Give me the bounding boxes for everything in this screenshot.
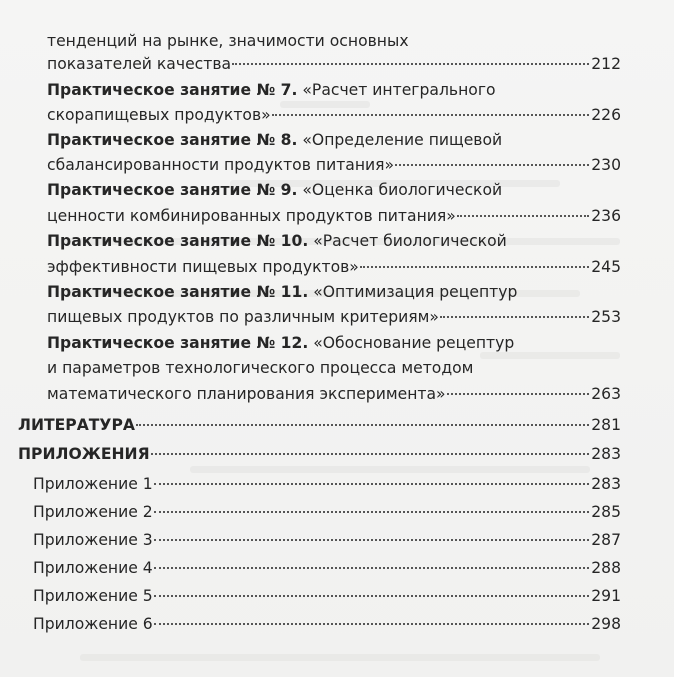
entry-text: Приложение 1	[33, 475, 153, 493]
dot-leader	[154, 483, 590, 485]
show-through-text	[80, 654, 600, 661]
page-number: 226	[591, 106, 621, 124]
entry-text: пищевых продуктов по различным критериям»	[47, 308, 439, 326]
entry-text: Приложение 3	[33, 531, 153, 549]
dot-leader	[395, 164, 589, 166]
page-number: 245	[591, 258, 621, 276]
entry-text: «Оценка биологической	[297, 181, 503, 199]
page-number: 287	[591, 531, 621, 549]
dot-leader	[272, 114, 590, 116]
entry-text: Приложение 5	[33, 587, 153, 605]
entry-text: и параметров технологического процесса методом	[47, 359, 474, 377]
entry-title: Практическое занятие № 12.	[47, 334, 309, 352]
dot-leader	[154, 511, 590, 513]
dot-leader	[232, 63, 589, 65]
page-number: 298	[591, 615, 621, 633]
page-number: 291	[591, 587, 621, 605]
entry-title: Практическое занятие № 8.	[47, 131, 298, 149]
page-number: 263	[591, 385, 621, 403]
dot-leader	[154, 595, 590, 597]
page-number: 283	[591, 445, 621, 463]
entry-text: математического планирования эксперимента»	[47, 385, 446, 403]
dot-leader	[154, 539, 590, 541]
entry-text: «Оптимизация рецептур	[308, 283, 518, 301]
entry-text: Приложение 4	[33, 559, 153, 577]
entry-text: скорапищевых продуктов»	[47, 106, 271, 124]
page-number: 230	[591, 156, 621, 174]
entry-title: Практическое занятие № 11.	[47, 283, 309, 301]
page-number: 288	[591, 559, 621, 577]
dot-leader	[440, 316, 589, 318]
page-number: 253	[591, 308, 621, 326]
entry-text: Приложение 6	[33, 615, 153, 633]
page-number: 285	[591, 503, 621, 521]
entry-text: «Расчет интегрального	[297, 81, 496, 99]
entry-text: показателей качества	[47, 55, 232, 73]
dot-leader	[154, 623, 590, 625]
page-number: 281	[591, 416, 621, 434]
entry-text: ценности комбинированных продуктов питания»	[47, 207, 456, 225]
dot-leader	[360, 266, 589, 268]
entry-text: «Обоснование рецептур	[308, 334, 515, 352]
section-heading: ЛИТЕРАТУРА	[18, 416, 135, 434]
dot-leader	[447, 393, 590, 395]
entry-text: эффективности пищевых продуктов»	[47, 258, 359, 276]
section-heading: ПРИЛОЖЕНИЯ	[18, 445, 150, 463]
entry-text: «Расчет биологической	[308, 232, 507, 250]
page-number: 236	[591, 207, 621, 225]
dot-leader	[136, 424, 589, 426]
page-number: 283	[591, 475, 621, 493]
dot-leader	[457, 215, 589, 217]
entry-title: Практическое занятие № 7.	[47, 81, 298, 99]
dot-leader	[151, 453, 590, 455]
entry-text: сбалансированности продуктов питания»	[47, 156, 395, 174]
entry-text: «Определение пищевой	[297, 131, 503, 149]
entry-text: тенденций на рынке, значимости основных	[47, 32, 409, 50]
entry-text: Приложение 2	[33, 503, 153, 521]
page-number: 212	[591, 55, 621, 73]
entry-title: Практическое занятие № 9.	[47, 181, 298, 199]
dot-leader	[154, 567, 590, 569]
entry-title: Практическое занятие № 10.	[47, 232, 309, 250]
